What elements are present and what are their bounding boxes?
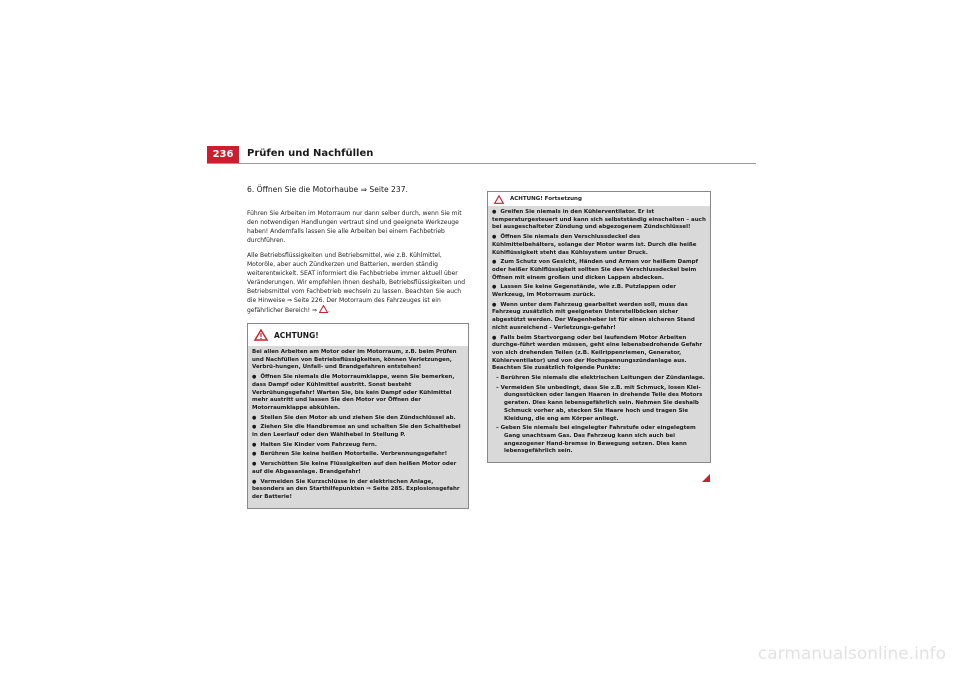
warning-item: ● Wenn unter dem Fahrzeug gearbeitet werden soll, muss das Fahrzeug zusätzlich mit geeigneten Unterstellböcken sicher abgestützt werden. Der Wagenheber ist für einen sicheren Stand nicht ausreichend - Verletzungs-gefahr! [492, 302, 706, 333]
header-divider [207, 163, 756, 164]
warning-item: ● Öffnen Sie niemals die Motorraumklappe, wenn Sie bemerken, dass Dampf oder Kühlmittel austritt. Sonst besteht Verbrühungsgefahr! Warten Sie, bis kein Dampf oder Kühlmittel mehr austritt und lassen Sie den Motor vor Öffnen der Motorraumklappe abkühlen. [252, 374, 464, 413]
warning-subitem: – Berühren Sie niemals die elektrischen Leitungen der Zündanlage. [496, 375, 705, 382]
page-number: 236 [207, 146, 239, 163]
left-column [247, 184, 469, 509]
warning-header [488, 192, 710, 206]
warning-item: ● Vermeiden Sie Kurzschlüsse in der elektrischen Anlage, besonders an den Starthilfepunkten ⇒ Seite 285. Explosionsgefahr der Batterie! [252, 479, 464, 502]
warning-item: ● Verschütten Sie keine Flüssigkeiten auf den heißen Motor oder auf die Abgasanlage. Brandgefahr! [252, 461, 464, 476]
warning-body [488, 206, 710, 462]
warning-intro: Bei allen Arbeiten am Motor oder im Motorraum, z.B. beim Prüfen und Nachfüllen von Betriebsflüssigkeiten, können Verletzungen, Verbrü-hungen, Unfall- und Brandgefahren entstehen! [252, 349, 457, 371]
warning-item: ● Halten Sie Kinder vom Fahrzeug fern. [252, 442, 464, 450]
paragraph-2: Alle Betriebsflüssigkeiten und Betriebsmittel, wie z.B. Kühlmittel, Motoröle, aber auch Zündkerzen und Batterien, werden ständig weiterentwickelt. SEAT informiert die Fachbetriebe immer aktuell über Veränderungen. Wir empfehlen Ihnen deshalb, Betriebsflüssigkeiten und Betriebsmittel vom Fachbetrieb wechseln zu lassen. Beachten Sie auch die Hinweise ⇒ Seite 226. Der Motorraum des Fahrzeuges ist ein gefährlicher Bereich! ⇒ . [247, 252, 466, 314]
right-column [487, 191, 711, 463]
warning-item: ● Berühren Sie keine heißen Motorteile. Verbrennungsgefahr! [252, 451, 464, 459]
warning-body [248, 346, 468, 508]
warning-item: ● Stellen Sie den Motor ab und ziehen Sie den Zündschlüssel ab. [252, 415, 464, 423]
watermark: carmanualsonline.info [757, 644, 946, 664]
warning-title: ACHTUNG! Fortsetzung [510, 196, 582, 202]
step-text: 6. Öffnen Sie die Motorhaube ⇒ Seite 237. [247, 185, 408, 194]
warning-box-continued [487, 191, 711, 463]
warning-item: ● Lassen Sie keine Gegenstände, wie z.B. Putzlappen oder Werkzeug, im Motorraum zurück. [492, 284, 706, 299]
continue-arrow-icon [702, 474, 710, 482]
warning-item: ● Greifen Sie niemals in den Kühlerventilator. Er ist temperaturgesteuert und kann sich selbstständig einschalten – auch bei ausgeschalteter Zündung und abgezogenem Zündschlüssel! [492, 209, 706, 232]
warning-triangle-icon [254, 329, 268, 341]
warning-header [248, 324, 468, 346]
warning-box [247, 323, 469, 509]
warning-item: ● Öffnen Sie niemals den Verschlussdeckel des Kühlmittelbehälters, solange der Motor warm ist. Durch die heiße Kühlflüssigkeit steht das Kühlsystem unter Druck. [492, 234, 706, 257]
warning-subitem: – Geben Sie niemals bei eingelegter Fahrstufe oder eingelegtem Gang unachtsam Gas. Das Fahrzeug kann sich auch bei angezogener Hand-bremse in Bewegung setzen. Dies kann lebensgefährlich sein. [496, 425, 696, 455]
paragraph-2-text: Alle Betriebsflüssigkeiten und Betriebsmittel, wie z.B. Kühlmittel, Motoröle, aber auch Zündkerzen und Batterien, werden ständig weiterentwickelt. SEAT informiert die Fachbetriebe immer aktuell über Veränderungen. Wir empfehlen Ihnen deshalb, Betriebsflüssigkeiten und Betriebsmittel vom Fachbetrieb wechseln zu lassen. Beachten Sie auch die Hinweise ⇒ Seite 226. Der Motorraum des Fahrzeuges ist ein gefährlicher Bereich! ⇒ [247, 252, 466, 314]
warning-item: ● Falls beim Startvorgang oder bei laufendem Motor Arbeiten durchge-führt werden müssen, geht eine lebensbedrohende Gefahr von sich drehenden Teilen (z.B. Keilrippenriemen, Generator, Kühlerventilator) und von der Hochspannungszündanlage aus. Beachten Sie zusätzlich folgende Punkte: [492, 335, 706, 374]
warning-subitem: – Vermeiden Sie unbedingt, dass Sie z.B. mit Schmuck, losen Klei-dungsstücken oder langen Haaren in drehende Teile des Motors geraten. Dies kann lebensgefährlich sein. Nehmen Sie deshalb Schmuck vorher ab, stecken Sie Haare hoch und tragen Sie Kleidung, die eng am Körper anliegt. [496, 384, 703, 422]
warning-triangle-icon [319, 305, 328, 313]
warning-item: ● Zum Schutz von Gesicht, Händen und Armen vor heißem Dampf oder heißer Kühlflüssigkeit sollten Sie den Verschlussdeckel beim Öffnen mit einem großen und dicken Lappen abdecken. [492, 259, 706, 282]
warning-triangle-icon [494, 195, 504, 204]
warning-title: ACHTUNG! [274, 330, 319, 340]
warning-item: ● Ziehen Sie die Handbremse an und schalten Sie den Schalthebel in den Leerlauf oder den Wählhebel in Stellung P. [252, 424, 464, 439]
paragraph-1: Führen Sie Arbeiten im Motorraum nur dann selber durch, wenn Sie mit den notwendigen Handlungen vertraut sind und geeignete Werkzeuge haben! Andernfalls lassen Sie alle Arbeiten bei einem Fachbetrieb durchführen. [247, 210, 462, 244]
page-title: Prüfen und Nachfüllen [247, 148, 374, 159]
